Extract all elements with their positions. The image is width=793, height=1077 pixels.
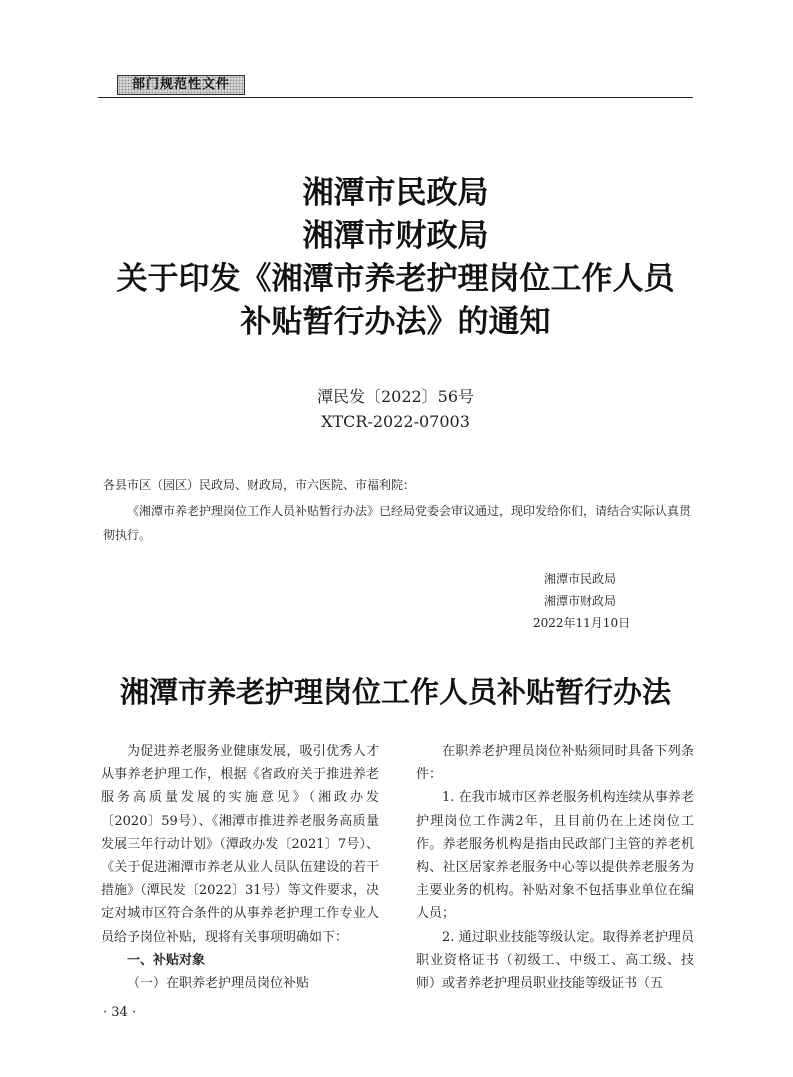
right-column [416,740,694,995]
left-column [101,740,379,995]
section-heading: 一、补贴对象 [127,952,206,968]
paragraph: 在职养老护理员岗位补贴须同时具备下列条件： [416,744,694,783]
paragraph: 2. 通过职业技能等级认定。取得养老护理员职业资格证书（初级工、中级工、高工级、技师）或者养老护理员职业技能等级证书（五 [416,929,694,992]
paragraph: 1. 在我市城市区养老服务机构连续从事养老护理岗位工作满2年，且目前仍在上述岗位工作。养老服务机构是指由民政部门主管的养老机构、社区居家养老服务中心等以提供养老服务为主要业务的机构。补贴对象不包括事业单位在编人员； [416,790,694,922]
title-line: 湘潭市财政局 [302,218,489,254]
document-code: XTCR-2022-07003 [321,412,470,431]
document-number: 潭民发〔2022〕56号 [316,387,475,406]
notice-title [98,172,693,344]
paragraph: 为促进养老服务业健康发展，吸引优秀人才从事养老护理工作，根据《省政府关于推进养老服务高质量发展的实施意见》（湘政办发〔2020〕59号）、《湘潭市推进养老服务高质量发展三年行动计划》（潭政办发〔2021〕7号）、《关于促进湘潭市养老从业人员队伍建设的若干措施》（潭民发〔2022〕31号）等文件要求，决定对城市区符合条件的从事养老护理工作专业人员给予岗位补贴，现将有关事项明确如下： [101,744,379,945]
page-number: · 34 · [103,1005,137,1020]
header-divider [98,97,693,98]
title-line: 湘潭市民政局 [302,175,489,211]
title-line: 关于印发《湘潭市养老护理岗位工作人员 [116,261,675,297]
section-tag-label: 部门规范性文件 [131,77,230,92]
addressee: 各县市区（园区）民政局、财政局，市六医院、市福利院： [103,478,416,492]
notice-body: 《湘潭市养老护理岗位工作人员补贴暂行办法》已经局党委会审议通过，现印发给你们，请结合实际认真贯彻执行。 [103,504,692,542]
signature-org: 湘潭市民政局 [544,572,617,586]
signature-date: 2022年11月10日 [533,616,631,630]
measures-title: 湘潭市养老护理岗位工作人员补贴暂行办法 [119,675,671,709]
title-line: 补贴暂行办法》的通知 [240,304,551,340]
section-tag [117,75,245,95]
signature-org: 湘潭市财政局 [544,594,617,608]
subsection-heading: （一）在职养老护理员岗位补贴 [127,976,310,992]
